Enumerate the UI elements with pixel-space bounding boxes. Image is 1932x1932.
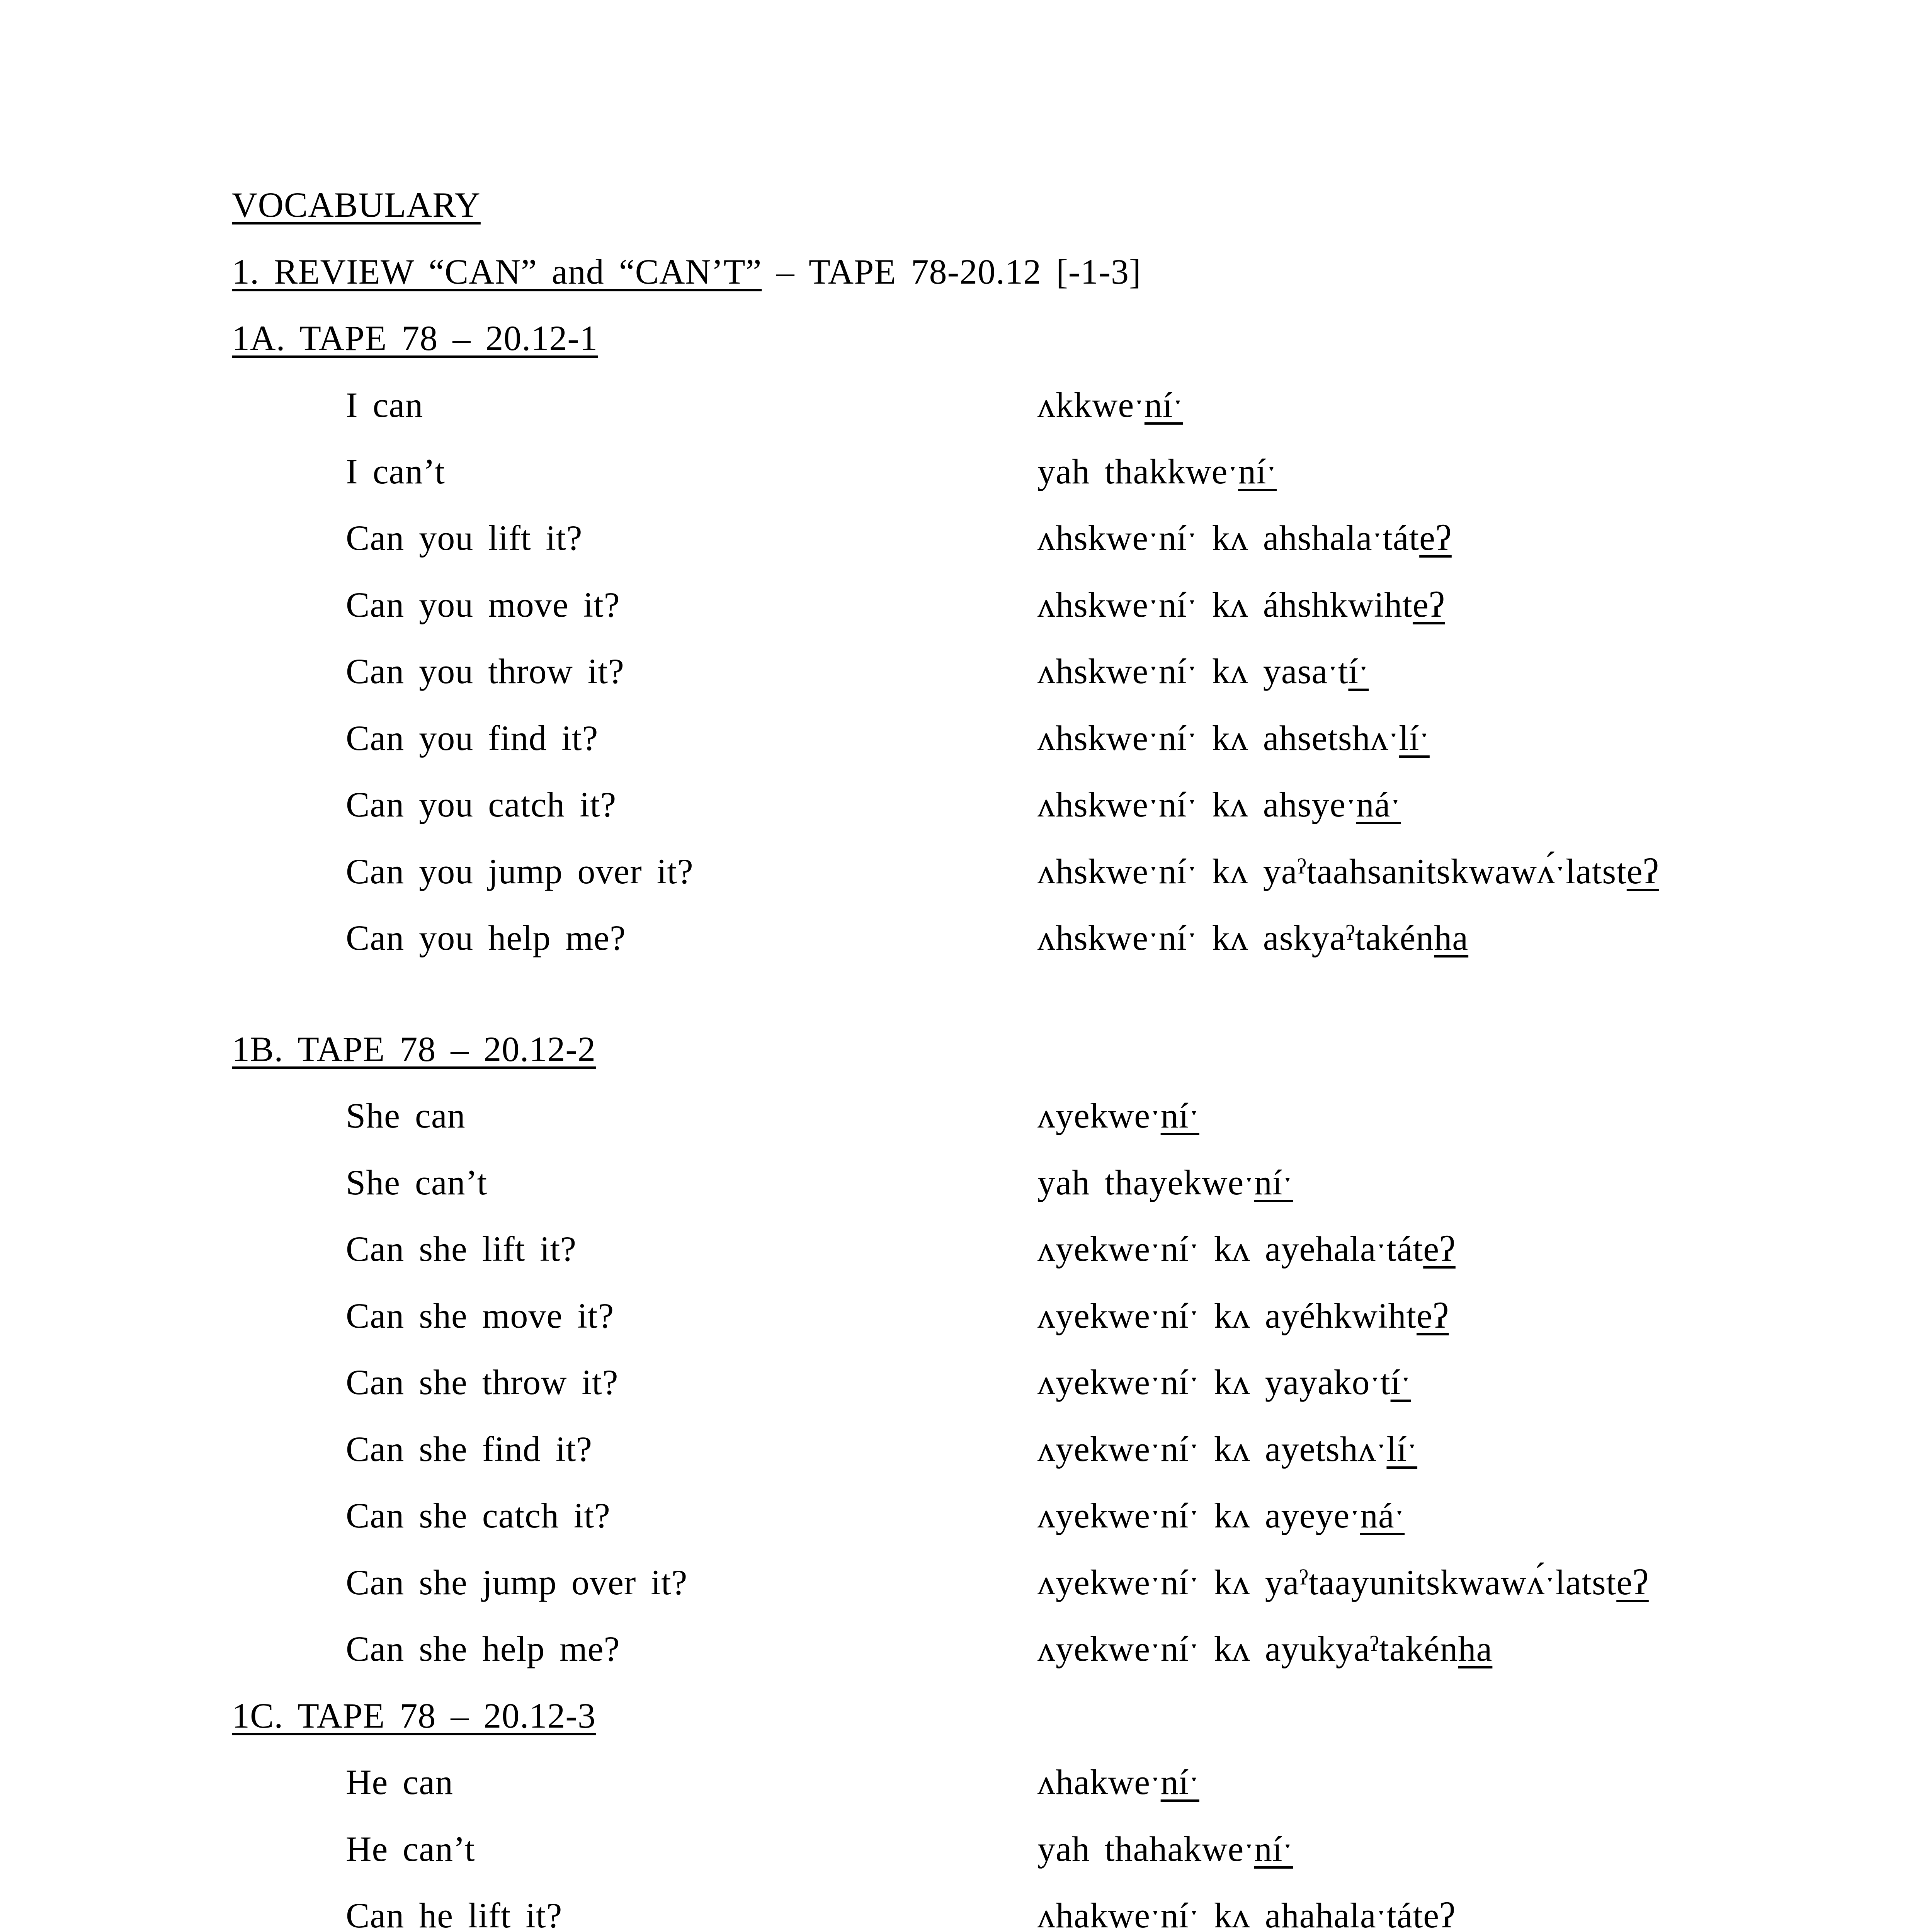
english-phrase: Can you throw it? — [346, 651, 624, 691]
english-phrase: Can she help me? — [346, 1629, 620, 1668]
oneida-phrase — [1037, 1092, 1199, 1139]
oneida-stress-syllable: íˑ — [1390, 1362, 1411, 1402]
oneida-text: ʌyekweˑníˑ kʌ ayukyaˀtakén — [1037, 1629, 1458, 1668]
oneida-phrase — [1037, 1359, 1411, 1405]
oneida-text: yah thakkweˑ — [1037, 452, 1238, 491]
oneida-stress-syllable: níˑ — [1160, 1762, 1199, 1802]
oneida-text: ʌyekweˑníˑ kʌ ayeyeˑ — [1037, 1496, 1360, 1535]
oneida-phrase — [1037, 1892, 1456, 1932]
oneida-phrase — [1037, 1293, 1449, 1339]
oneida-phrase — [1037, 1159, 1293, 1206]
oneida-stress-syllable: náˑ — [1360, 1496, 1405, 1535]
oneida-stress-syllable: ha — [1434, 918, 1469, 957]
oneida-stress-syllable: eʔ — [1626, 852, 1659, 891]
review-heading-line — [232, 248, 1141, 295]
oneida-phrase — [1037, 1626, 1492, 1672]
oneida-text: yah thahakweˑ — [1037, 1829, 1254, 1869]
english-phrase: Can you help me? — [346, 918, 626, 957]
section-heading: 1C. TAPE 78 – 20.12-3 — [232, 1696, 596, 1735]
english-phrase: He can’t — [346, 1829, 475, 1869]
english-phrase: Can she lift it? — [346, 1229, 577, 1269]
english-phrase: Can you move it? — [346, 585, 620, 624]
oneida-stress-syllable: eʔ — [1417, 1296, 1449, 1335]
english-phrase: He can — [346, 1762, 453, 1802]
oneida-text: ʌyekweˑníˑ kʌ ayehalaˑtát — [1037, 1229, 1423, 1269]
oneida-phrase — [1037, 382, 1183, 428]
oneida-stress-syllable: níˑ — [1144, 385, 1183, 425]
oneida-text: ʌhskweˑníˑ kʌ yaˀtaahsanitskwawʌ́ˑlatst — [1037, 852, 1627, 891]
english-phrase: I can — [346, 385, 423, 425]
oneida-stress-syllable: ha — [1458, 1629, 1493, 1668]
oneida-stress-syllable: eʔ — [1412, 585, 1445, 624]
oneida-phrase — [1037, 1492, 1405, 1539]
oneida-phrase — [1037, 1426, 1417, 1472]
oneida-text: ʌhskweˑníˑ kʌ yasaˑt — [1037, 651, 1349, 691]
oneida-stress-syllable: níˑ — [1254, 1163, 1293, 1202]
english-phrase: She can — [346, 1096, 466, 1135]
english-phrase: Can he lift it? — [346, 1896, 563, 1932]
english-phrase: Can you find it? — [346, 718, 599, 758]
oneida-phrase — [1037, 848, 1659, 895]
english-phrase: Can she jump over it? — [346, 1563, 688, 1602]
oneida-stress-syllable: eʔ — [1419, 518, 1452, 558]
oneida-stress-syllable: líˑ — [1399, 718, 1430, 758]
oneida-text: ʌyekweˑ — [1037, 1096, 1161, 1135]
english-phrase: Can you catch it? — [346, 785, 617, 824]
oneida-stress-syllable: níˑ — [1238, 452, 1277, 491]
english-phrase: Can she catch it? — [346, 1496, 611, 1535]
section-heading: 1B. TAPE 78 – 20.12-2 — [232, 1029, 596, 1069]
oneida-stress-syllable: náˑ — [1356, 785, 1401, 824]
oneida-text: ʌyekweˑníˑ kʌ ayetshʌˑ — [1037, 1429, 1387, 1469]
english-phrase: Can she throw it? — [346, 1362, 619, 1402]
oneida-phrase — [1037, 448, 1277, 495]
oneida-text: ʌyekweˑníˑ kʌ ayéhkwiht — [1037, 1296, 1417, 1335]
oneida-stress-syllable: líˑ — [1386, 1429, 1418, 1469]
oneida-text: yah thayekweˑ — [1037, 1163, 1254, 1202]
oneida-phrase — [1037, 781, 1401, 828]
oneida-phrase — [1037, 1226, 1456, 1272]
review-heading: 1. REVIEW “CAN” and “CAN’T” — [232, 252, 762, 291]
oneida-phrase — [1037, 582, 1445, 628]
oneida-phrase — [1037, 1826, 1293, 1872]
english-phrase: Can she find it? — [346, 1429, 592, 1469]
oneida-stress-syllable: eʔ — [1423, 1229, 1456, 1269]
review-tape-reference: – TAPE 78-20.12 [-1-3] — [762, 252, 1141, 291]
oneida-phrase — [1037, 515, 1452, 561]
oneida-phrase — [1037, 715, 1430, 761]
oneida-text: ʌhskweˑníˑ kʌ ahsetshʌˑ — [1037, 718, 1399, 758]
oneida-phrase — [1037, 648, 1369, 694]
oneida-stress-syllable: níˑ — [1160, 1096, 1199, 1135]
oneida-stress-syllable: níˑ — [1254, 1829, 1293, 1869]
oneida-text: ʌhakweˑ — [1037, 1762, 1161, 1802]
oneida-phrase — [1037, 1559, 1649, 1605]
vocabulary-heading: VOCABULARY — [232, 185, 481, 224]
oneida-stress-syllable: eʔ — [1423, 1896, 1456, 1932]
oneida-phrase — [1037, 1759, 1199, 1805]
oneida-stress-syllable: íˑ — [1348, 651, 1369, 691]
english-phrase: She can’t — [346, 1163, 488, 1202]
oneida-text: ʌyekweˑníˑ kʌ yaˀtaayunitskwawʌ́ˑlatst — [1037, 1563, 1617, 1602]
oneida-phrase — [1037, 915, 1468, 961]
oneida-text: ʌkkweˑ — [1037, 385, 1145, 425]
oneida-text: ʌhskweˑníˑ kʌ ahsyeˑ — [1037, 785, 1356, 824]
oneida-text: ʌhskweˑníˑ kʌ ahshalaˑtát — [1037, 518, 1420, 558]
oneida-text: ʌhskweˑníˑ kʌ áhshkwiht — [1037, 585, 1413, 624]
oneida-stress-syllable: eʔ — [1616, 1563, 1649, 1602]
english-phrase: Can she move it? — [346, 1296, 614, 1335]
oneida-text: ʌhskweˑníˑ kʌ askyaˀtakén — [1037, 918, 1434, 957]
english-phrase: Can you lift it? — [346, 518, 583, 558]
english-phrase: Can you jump over it? — [346, 852, 694, 891]
section-heading: 1A. TAPE 78 – 20.12-1 — [232, 318, 598, 358]
oneida-text: ʌhakweˑníˑ kʌ ahahalaˑtát — [1037, 1896, 1423, 1932]
english-phrase: I can’t — [346, 452, 445, 491]
oneida-text: ʌyekweˑníˑ kʌ yayakoˑt — [1037, 1362, 1391, 1402]
